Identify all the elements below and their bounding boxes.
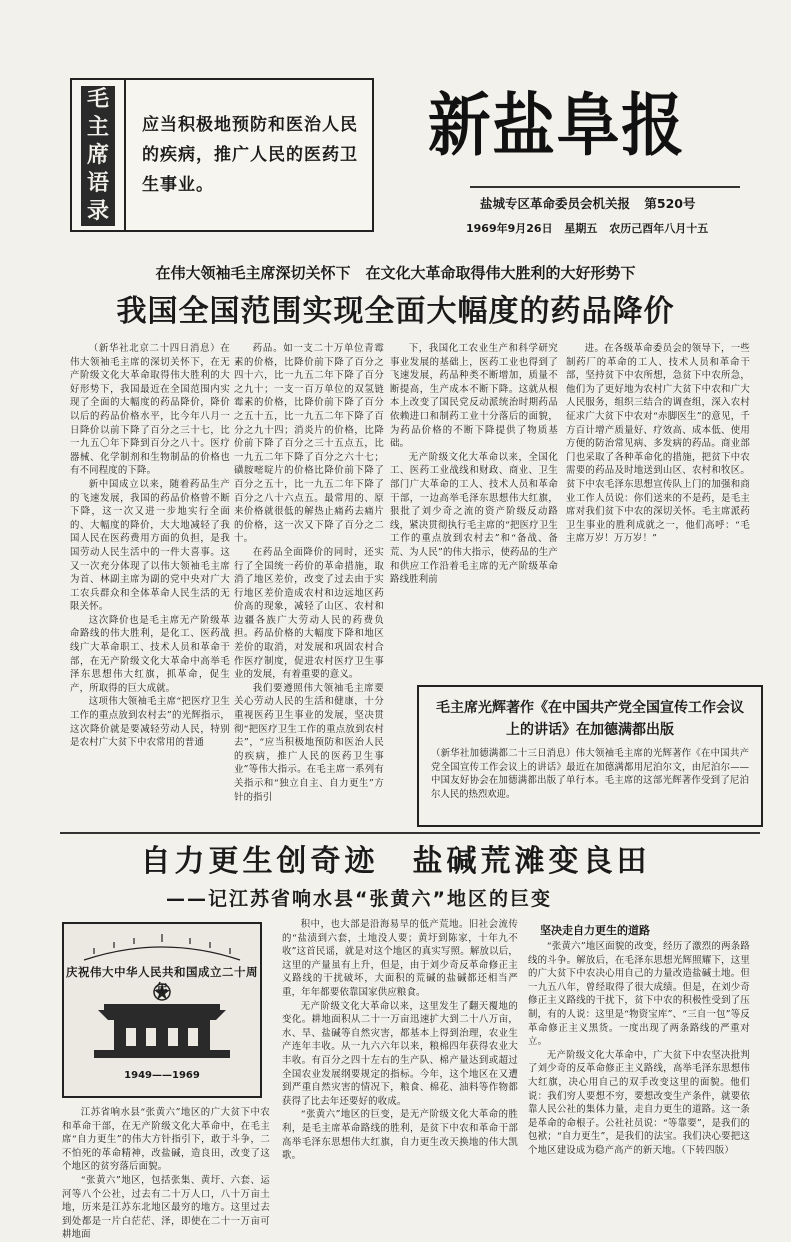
second-column-left [62, 1106, 270, 1241]
emblem-years: 1949——1969 [124, 1070, 200, 1081]
anniversary-emblem [62, 922, 262, 1098]
quotation-label-char: 席 [81, 142, 115, 170]
quotation-label-char: 语 [81, 170, 115, 198]
paragraph: 药品。如一支二十万单位青霉素的价格，比降价前下降了百分之四十六，比一九五二年下降了百分之九十；一支一百万单位的双氢链霉素的价格，比降价前下降了百分之五十五，比一九五二年下降了百分之九十四；消炎片的价格，比降价前下降了百分之三十五点五，比一九五二年下降了百分之六十七；磺胺嘧啶片的价格比降价前下降了百分之五十，比一九五二年下降了百分之八十六点五。最常用的、原来价格就很低的解热止痛药去痛片的价格，这一次又下降了百分之二十。 [234, 343, 384, 545]
lead-headline: 我国全国范围实现全面大幅度的药品降价 [116, 294, 675, 329]
lead-column-1 [70, 342, 230, 830]
lead-kicker: 在伟大领袖毛主席深切关怀下 在文化大革命取得伟大胜利的大好形势下 [155, 264, 636, 282]
section-head: 坚决走自力更生的道路 [540, 924, 650, 937]
paragraph: “张黄六”地区的巨变，是无产阶级文化大革命的胜利，是毛主席革命路线的胜利，是贫下中农和革命干部高举毛泽东思想伟大红旗，自力更生改天换地的伟大凯歌。 [282, 1109, 518, 1162]
paragraph: “张黄六”地区面貌的改变，经历了激烈的两条路线的斗争。解放后，在毛泽东思想光辉照耀下，这里的广大贫下中农决心用自己的力量改造盐碱土地。但一九五八年，曾经取得了很大成绩。但是，在刘少奇修正主义路线的干扰下，贫下中农的积极性受到了压制，有的人说：这里是“物资宝库”、“三自一包”等反革命修正主义黑货。一度出现了两条路线的严重对立。 [528, 941, 750, 1048]
quotation-label-char: 录 [81, 198, 115, 226]
notice-body: （新华社加德满都二十三日消息）伟大领袖毛主席的光辉著作《在中国共产党全国宣传工作会议上的讲话》最近在加德满都用尼泊尔文，由尼泊尔——中国友好协会在加德满都出版了单行本。毛主席的这部光辉著作受到了尼泊尔人民的热烈欢迎。 [431, 748, 749, 800]
paragraph: “张黄六”地区，包括张集、黄圩、六套、运河等八个公社，过去有二十万人口，八十万亩土地，历来是江苏东北地区最穷的地方。这里过去到处都是一片白茫茫、泽，即使在二十一万亩可耕地面 [62, 1174, 270, 1241]
paragraph: 下，我国化工农业生产和科学研究事业发展的基础上，医药工业也得到了飞速发展，药品种类不断增加，质量不断提高，生产成本不断下降。这就从根本上改变了国民党反动派统治时期药品依赖进口和制药工业十分落后的面貌，为药品价格的不断下降提供了物质基础。 [390, 343, 558, 450]
notice-box [417, 685, 763, 827]
lead-column-2 [234, 342, 384, 830]
masthead-date: 1969年9月26日 [466, 222, 553, 235]
paragraph: （新华社北京二十四日消息）在伟大领袖毛主席的深切关怀下，在无产阶级文化大革命取得伟大胜利的大好形势下，我国最近在全国范围内实现了全面的大幅度的药品降价，降价以后的药品价格水平，比今年八月一日降价以前下降了百分之三十七，比一九五〇年下降到百分之八十。医疗器械、化学制剂和生物制品的价格也有不同程度的下降。 [70, 343, 230, 477]
masthead-info [480, 194, 695, 212]
masthead-issue: 第520号 [644, 196, 696, 211]
quotation-box [70, 78, 374, 232]
paragraph: 无产阶级文化大革命以来，全国化工、医药工业战线和财政、商业、卫生部门广大革命的工人、技术人员和革命干部，一边高举毛泽东思想伟大红旗，狠批了刘少奇之流的资产阶级反动路线，紧决贯彻执行毛主席的“把医疗卫生工作的重点放到农村去”和“备战、备荒、为人民”的伟大指示，使药品的生产和供应工作沿着毛主席的无产阶级革命路线胜利前 [390, 451, 558, 586]
quotation-label-char: 毛 [81, 86, 115, 114]
paragraph: 这项伟大领袖毛主席“把医疗卫生工作的重点放到农村去”的光辉指示，这次降价就是要减轻劳动人民，特别是农村广大贫下中农常用的普通 [70, 696, 230, 749]
lead-column-3 [390, 342, 558, 680]
second-subhead: ——记江苏省响水县“张黄六”地区的巨变 [166, 888, 552, 910]
paragraph: 无产阶级文化大革命以来，这里发生了翻天覆地的变化。耕地面积从二十一万亩迅速扩大到二十八万亩，水、旱、盐碱等自然灾害，都基本上得到治理，农业生产连年丰收。从一九六六年以来，粮棉四年获得农业大丰收。有百分之四十左右的生产队、棉产量达到或超过全国农业发展纲要规定的指标。今年，这个地区在又遭到严重自然灾害的情况下，粮食、棉花、油料等作物都获得了比去年还要好的收成。 [282, 1000, 518, 1107]
quotation-label-char: 主 [81, 114, 115, 142]
paragraph: 新中国成立以来，随着药品生产的飞速发展，我国的药品价格曾不断下降，这一次又进一步地实行全面的、大幅度的降价，大大地减轻了我国人民在医药费用方面的负担，是我国劳动人民生活中的一件大喜事。这又一次充分体现了以伟大领袖毛主席为首、林副主席为副的党中央对广大工农兵群众和全体革命人民生活的无限关怀。 [70, 478, 230, 613]
second-column-middle [282, 918, 518, 1162]
quotation-vertical-label [72, 80, 126, 230]
notice-title: 毛主席光辉著作《在中国共产党全国宣传工作会议上的讲话》在加德满都出版 [436, 700, 744, 738]
masthead-publisher: 盐城专区革命委员会机关报 [480, 196, 631, 211]
paragraph: 无产阶级文化大革命中，广大贫下中农坚决批判了刘少奇的反革命修正主义路线，高举毛泽东思想伟大红旗，决心用自己的双手改变这里的面貌。他们说：我们穷人要想不穷，要想改变生产条件，就要依靠人民公社的集体力量，走自力更生的道路。这一条是革命的命根子。公社社员说：“等靠要”，是我们的包袱；“自力更生”，是我们的法宝。我们决心要把这个地区建设成为稳产高产的新天地。（下转四版） [528, 1049, 750, 1156]
lead-column-4 [566, 342, 750, 680]
paragraph: 在药品全面降价的同时，还实行了全国统一药价的革命措施，取消了地区差价，改变了过去由于实行地区差价造成农村和边远地区药价高的现象，减轻了山区、农村和边疆各族广大劳动人民的药费负担。药品价格的大幅度下降和地区差价的取消，对发展和巩固农村合作医疗制度，促进农村医疗卫生事业的发展，有着重要的意义。 [234, 546, 384, 681]
paragraph: 江苏省响水县“张黄六”地区的广大贫下中农和革命干部，在无产阶级文化大革命中，在毛主席“自力更生”的伟大方针指引下，敢于斗争，二不怕死的革命精神，改盐碱，造良田，改变了这个地区的贫穷落后面貌。 [62, 1107, 270, 1173]
second-column-right [528, 940, 750, 1156]
paragraph: 这次降价也是毛主席无产阶级革命路线的伟大胜利，是化工、医药战线广大革命职工、技术人员和革命干部，在无产阶级文化大革命中高举毛泽东思想伟大红旗，抓革命，促生产，所取得的巨大成就。 [70, 614, 230, 694]
masthead-weekday: 星期五 [564, 222, 598, 235]
emblem-text: 庆祝伟大中华人民共和国成立二十周年 [66, 965, 258, 995]
masthead-rule [470, 186, 740, 188]
masthead-lunar-date: 农历己酉年八月十五 [609, 222, 709, 235]
masthead-title: 新盐阜报 [428, 87, 686, 166]
section-divider [60, 832, 760, 834]
quotation-text: 应当积极地预防和医治人民的疾病，推广人民的医药卫生事业。 [142, 115, 358, 195]
paragraph: 进。在各级革命委员会的领导下，一些制药厂的革命的工人、技术人员和革命干部，坚持贫下中农所想，急贫下中农所急，他们为了更好地为农村广大贫下中农和广大人民服务，组织三结合的调查组，深入农村征求广大贫下中农对“赤脚医生”的意见，千方百计增产质量好、疗效高、成本低、使用方便的防治常见病、多发病的药品。商业部门也采取了各种革命化的措施，把贫下中农需要的药品及时地送到山区、农村和牧区。贫下中农毛泽东思想宣传队上门的加强和商业工作人员说：你们送来的不是药，是毛主席对我们贫下中农的深切关怀。毛主席派药卫生事业的胜利成就之一，他们高呼：“毛主席万岁！万万岁！” [566, 343, 750, 545]
second-headline: 自力更生创奇迹 盐碱荒滩变良田 [140, 844, 651, 879]
paragraph: 我们要遵照伟大领袖毛主席要关心劳动人民的生活和健康，十分重视医药卫生事业的发展，坚决贯彻“把医疗卫生工作的重点放到农村去”，“应当积极地预防和医治人民的疾病，推广人民的医药卫生事业”等伟大指示。在毛主席一系列有关指示和“独立自主、自力更生”方针的指引 [234, 682, 384, 803]
paragraph: 积中，也大部是沿海易旱的低产荒地。旧社会流传的“盐渍到六套，土地没人要；黄圩到陈家，十年九不收”这首民谣，就是对这个地区的真实写照。解放以后，这里的产量虽有上升，但是，由于刘少奇反革命修正主义路线的干扰破坏，大面积的荒碱的盐碱都还相当严重，年年都要依靠国家供应粮食。 [282, 919, 518, 998]
masthead-date-line [466, 220, 708, 236]
